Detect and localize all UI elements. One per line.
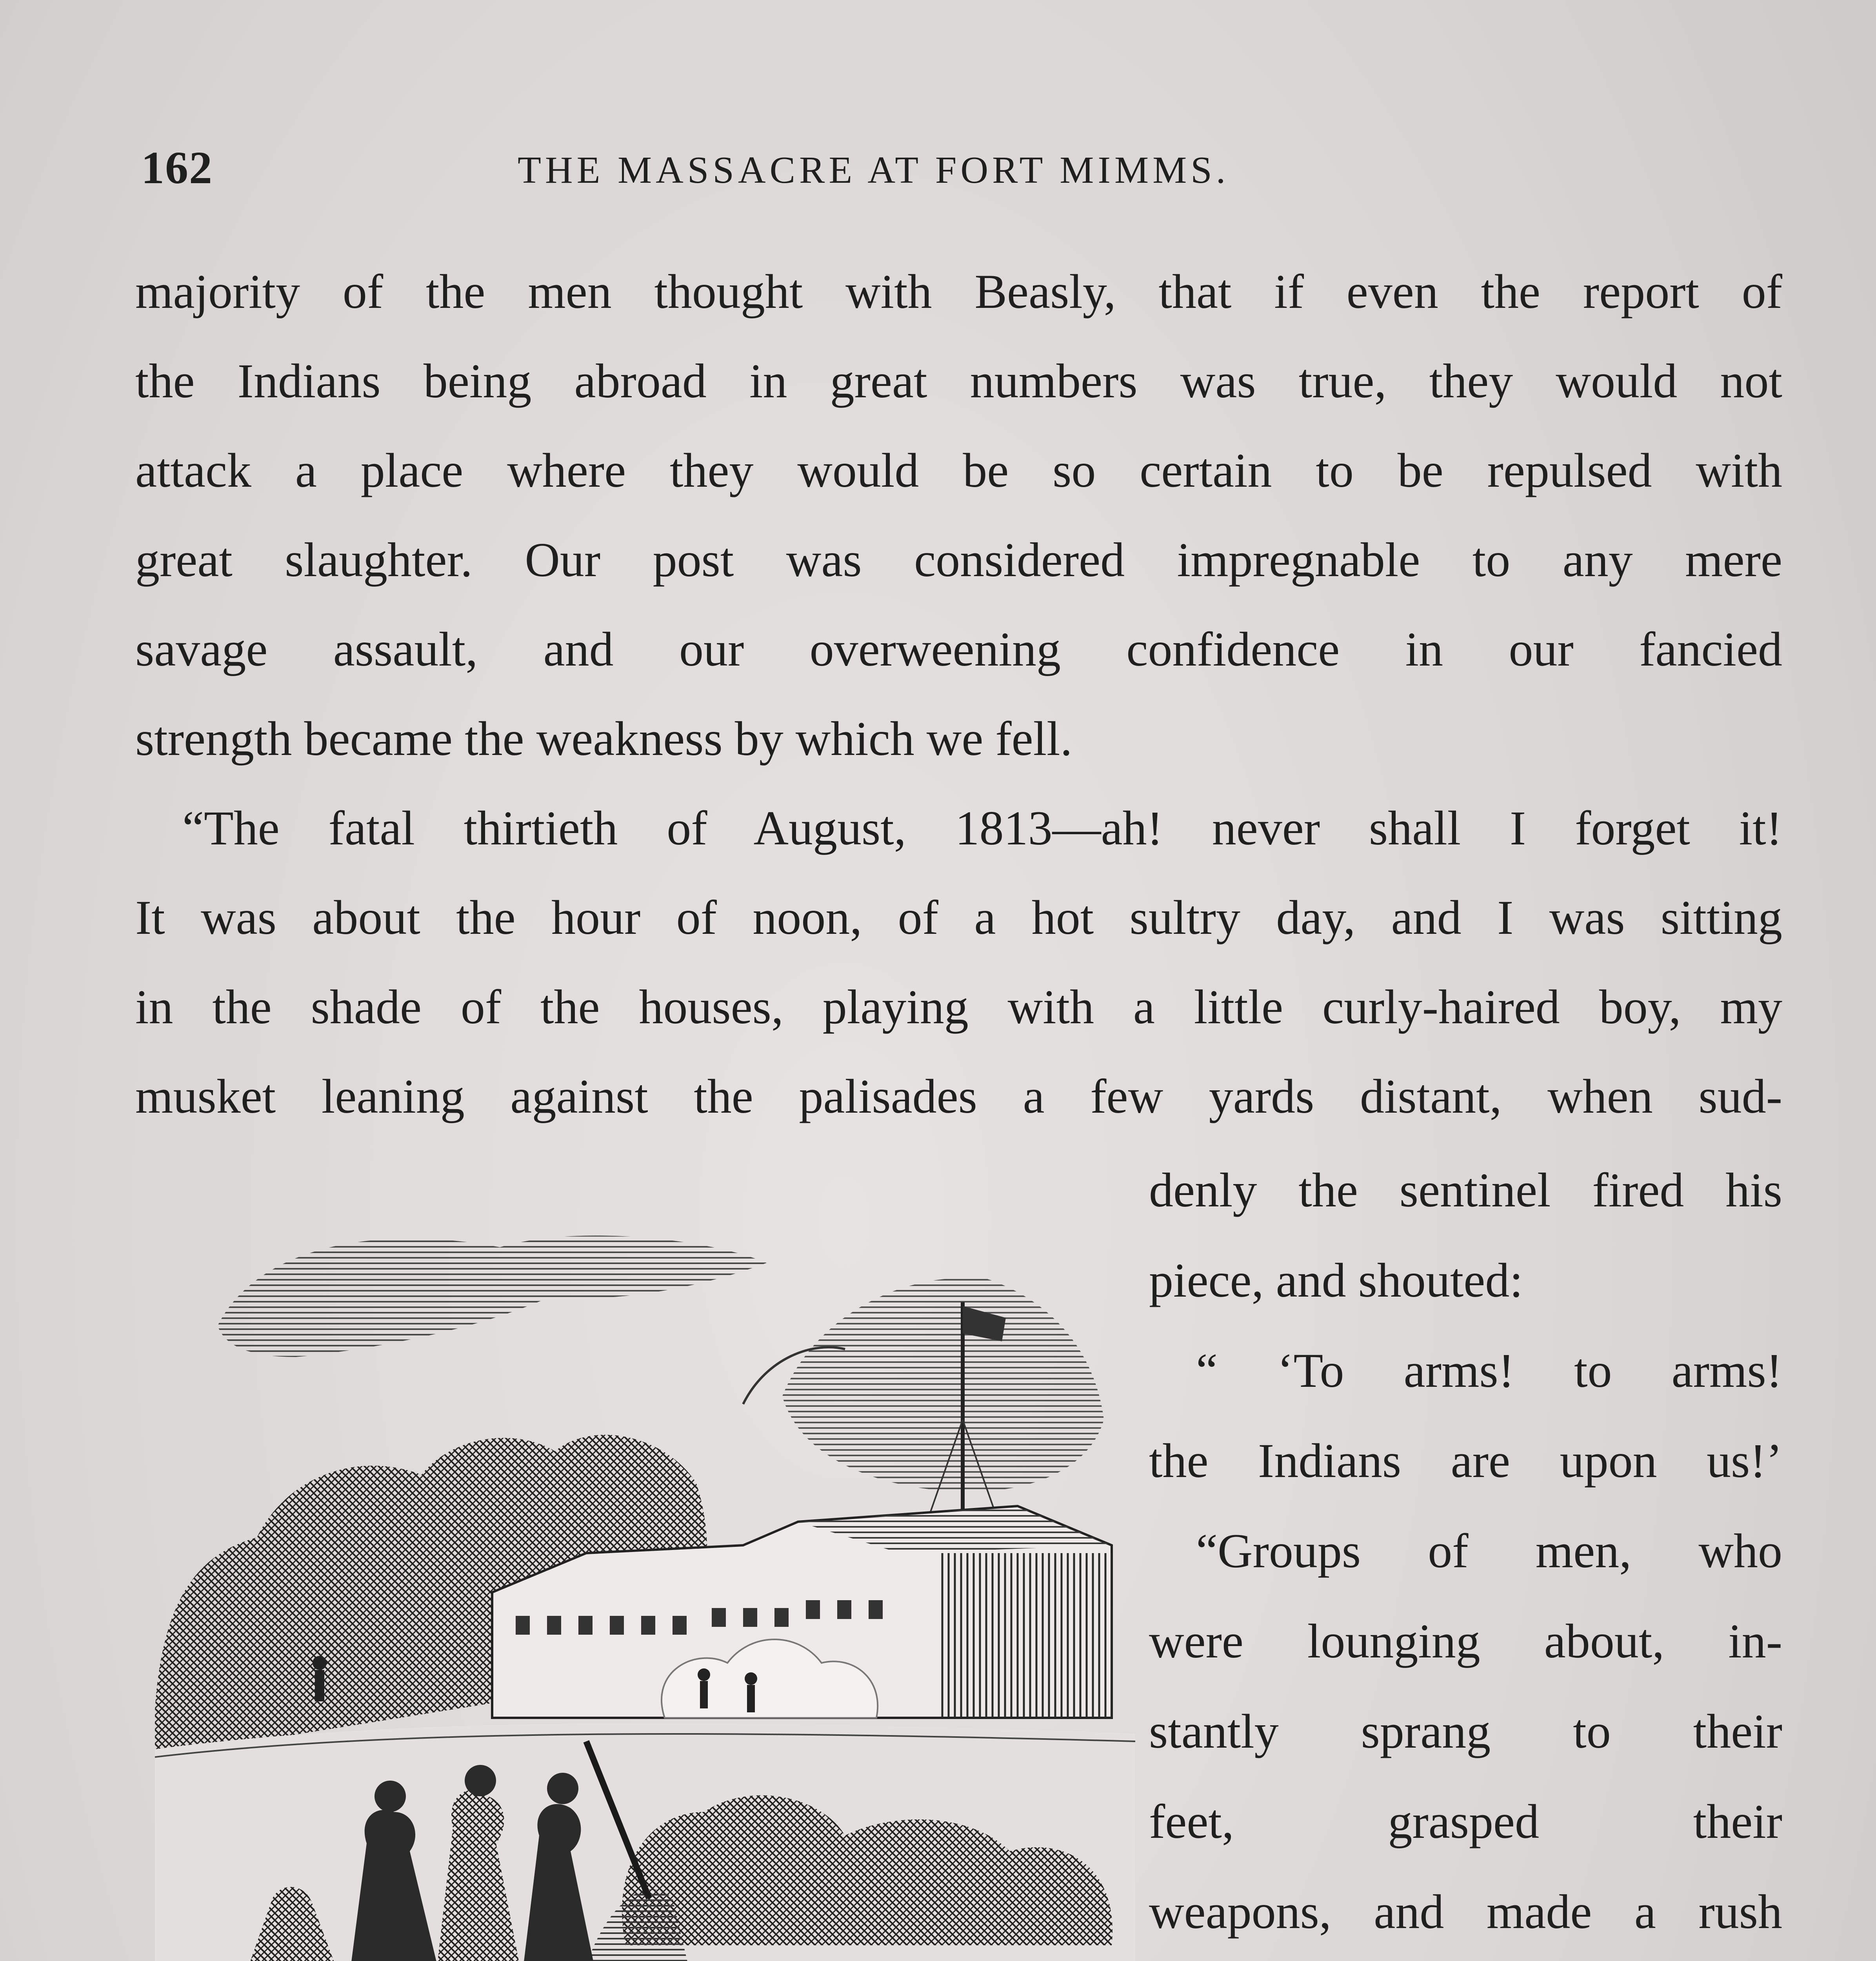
text-line: in the shade of the houses, playing with a little curly-haired boy, my <box>135 980 1782 1034</box>
text-line: the Indians are upon us!’ <box>1149 1434 1782 1488</box>
body-text-wrap <box>1149 1145 1782 1961</box>
text-line: great slaughter. Our post was considered impregnable to any mere <box>135 533 1782 587</box>
page-header <box>141 141 1788 204</box>
text-line: “The fatal thirtieth of August, 1813—ah! never shall I forget it! <box>182 801 1782 855</box>
body-text-top <box>135 247 1782 1141</box>
text-line: weapons, and made a rush <box>1149 1885 1782 1939</box>
text-line: denly the sentinel fired his <box>1149 1163 1782 1217</box>
text-line: piece, and shouted: <box>1149 1253 1523 1307</box>
text-line: feet, grasped their <box>1149 1795 1782 1848</box>
text-line: were lounging about, in- <box>1149 1614 1782 1668</box>
text-line: “ ‘To arms! to arms! <box>1196 1344 1782 1397</box>
text-line: It was about the hour of noon, of a hot sultry day, and I was sitting <box>135 891 1782 944</box>
text-line: attack a place where they would be so certain to be repulsed with <box>135 444 1782 497</box>
text-line: savage assault, and our overweening confidence in our fancied <box>135 622 1782 676</box>
text-line: “Groups of men, who <box>1196 1524 1782 1578</box>
page-number: 162 <box>141 142 213 193</box>
text-line <box>1149 1957 1782 1961</box>
text-line: strength became the weakness by which we fell. <box>135 712 1073 766</box>
engraving-illustration <box>155 1200 1135 1961</box>
text-line: musket leaning against the palisades a few yards distant, when sud- <box>135 1070 1782 1123</box>
running-title: THE MASSACRE AT FORT MIMMS. <box>518 149 1230 191</box>
text-line: stantly sprang to their <box>1149 1705 1782 1758</box>
text-line: majority of the men thought with Beasly, that if even the report of <box>135 265 1782 318</box>
text-line: the Indians being abroad in great numbers was true, they would not <box>135 354 1782 408</box>
